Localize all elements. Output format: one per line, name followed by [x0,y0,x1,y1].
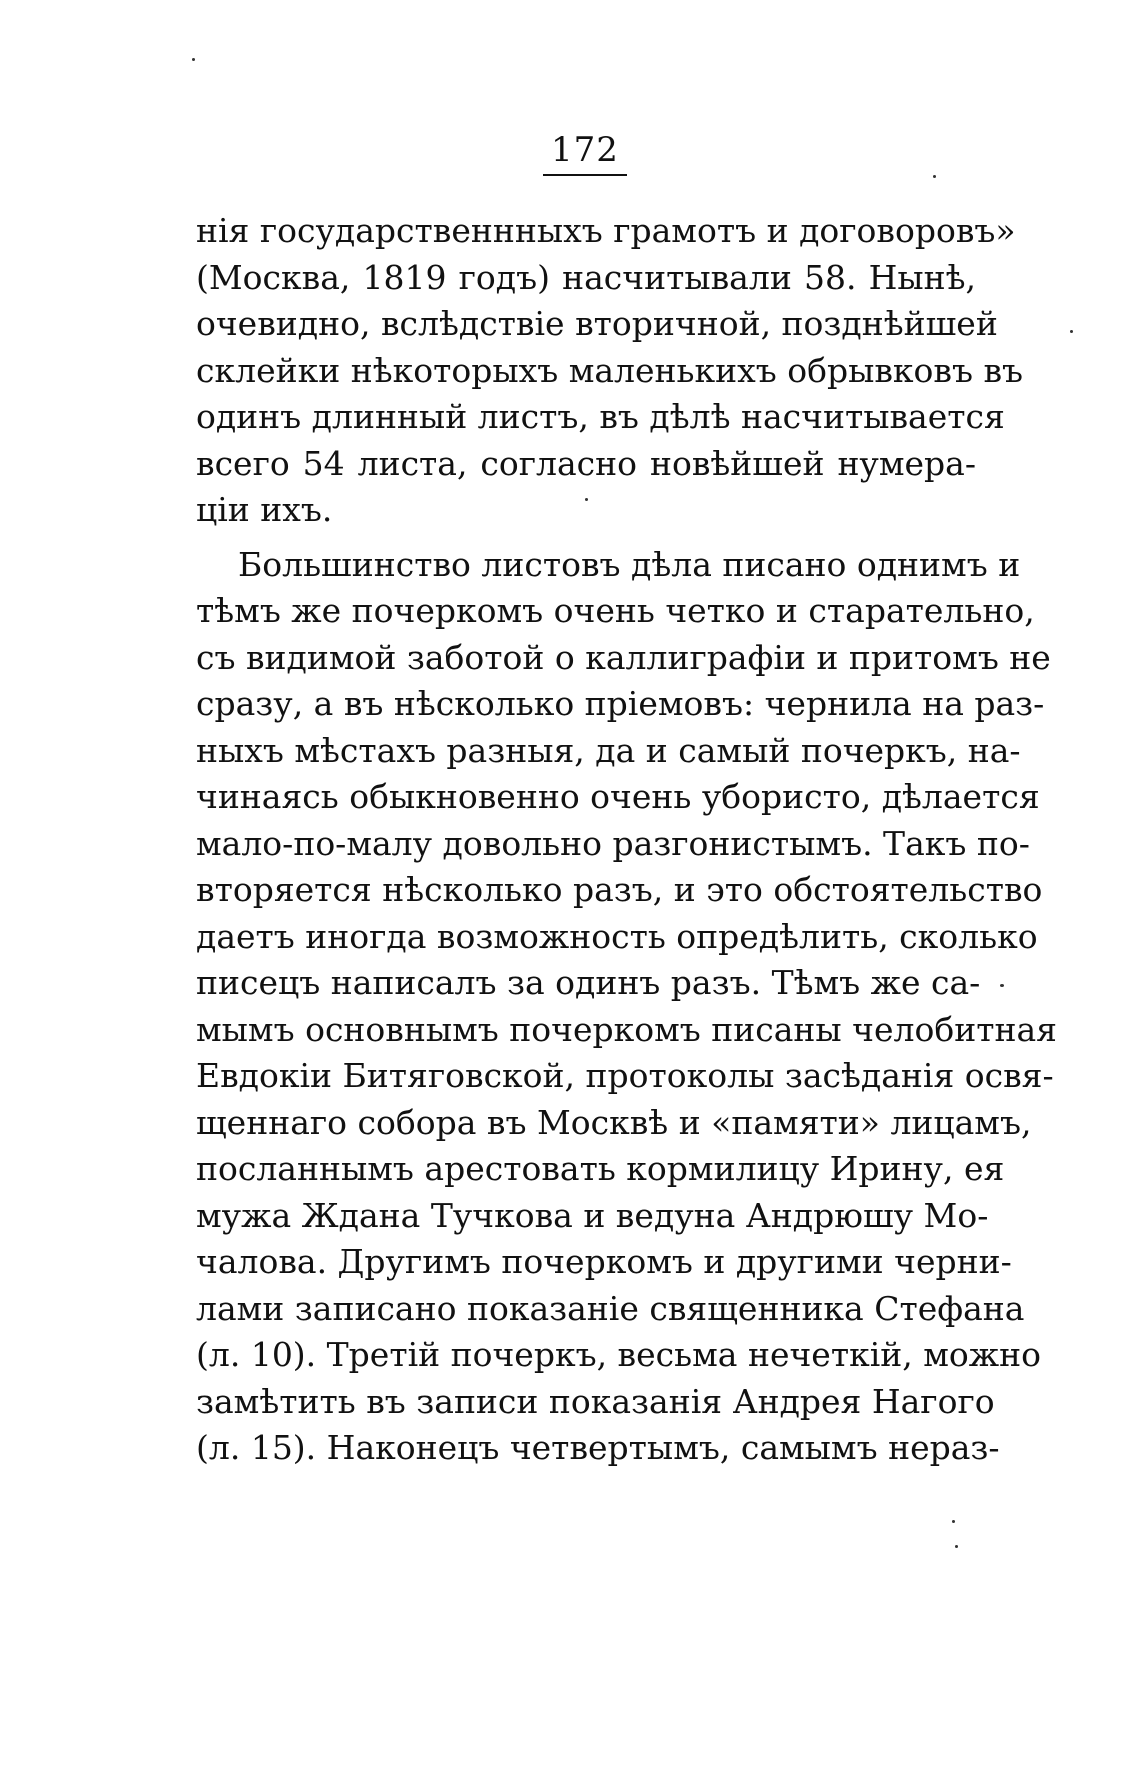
text-line: съ видимой заботой о каллиграфіи и притомъ не [196,637,1051,677]
paragraph-2 [196,542,1057,1472]
scan-speck [1070,330,1073,333]
text-line: склейки нѣкоторыхъ маленькихъ обрывковъ въ [196,350,1024,390]
paragraph-1 [196,208,1024,534]
text-line: посланнымъ арестовать кормилицу Ирину, ея [196,1149,1005,1188]
text-line: очевидно, вслѣдствіе вторичной, позднѣйшей [196,304,998,343]
text-line: чинаясь обыкновенно очень убористо, дѣлается [196,777,1040,816]
text-line: одинъ длинный листъ, въ дѣлѣ насчитывается [196,397,1005,436]
scan-speck [192,58,195,61]
text-line: (Москва, 1819 годъ) насчитывали 58. Нынѣ, [196,257,976,297]
text-line: ціи ихъ. [196,490,333,529]
scan-speck [585,498,588,501]
text-line: замѣтить въ записи показанія Андрея Нагого [196,1381,995,1421]
text-line: Большинство листовъ дѣла писано однимъ и [238,544,1021,584]
scan-speck [933,175,936,178]
text-line: тѣмъ же почеркомъ очень четко и старательно, [196,591,1035,630]
text-line: мымъ основнымъ почеркомъ писаны челобитная [196,1009,1057,1049]
scan-speck [952,1520,955,1523]
text-line: Евдокіи Битяговской, протоколы засѣданія освя- [196,1056,1054,1095]
text-line: (л. 10). Третій почеркъ, весьма нечеткій, можно [196,1335,1041,1374]
text-line: вторяется нѣсколько разъ, и это обстоятельство [196,870,1043,909]
body-text [196,208,1057,1472]
scan-speck [955,1545,958,1548]
text-line: чалова. Другимъ почеркомъ и другими черни- [196,1242,1012,1281]
page-number: 172 [551,130,619,170]
text-line: даетъ иногда возможность опредѣлить, сколько [196,916,1038,956]
text-line: ныхъ мѣстахъ разныя, да и самый почеркъ, на- [196,730,1021,770]
text-line: лами записано показаніе священника Стефана [196,1288,1025,1328]
text-line: нія государственнныхъ грамотъ и договоровъ» [196,211,1016,250]
text-line: всего 54 листа, согласно новѣйшей нумера- [196,443,976,483]
text-line: (л. 15). Наконецъ четвертымъ, самымъ нераз- [196,1428,1000,1467]
text-line: мужа Ждана Тучкова и ведуна Андрюшу Мо- [196,1195,989,1235]
page-number-rule [543,174,627,176]
text-line: щеннаго собора въ Москвѣ и «памяти» лицамъ, [196,1102,1032,1142]
text-line: мало-по-малу довольно разгонистымъ. Такъ по- [196,823,1030,863]
scan-speck [1000,984,1004,987]
paragraph-gap [196,534,976,542]
text-line: писецъ написалъ за одинъ разъ. Тѣмъ же са- [196,963,981,1002]
text-line: сразу, а въ нѣсколько пріемовъ: чернила на раз- [196,684,1045,723]
